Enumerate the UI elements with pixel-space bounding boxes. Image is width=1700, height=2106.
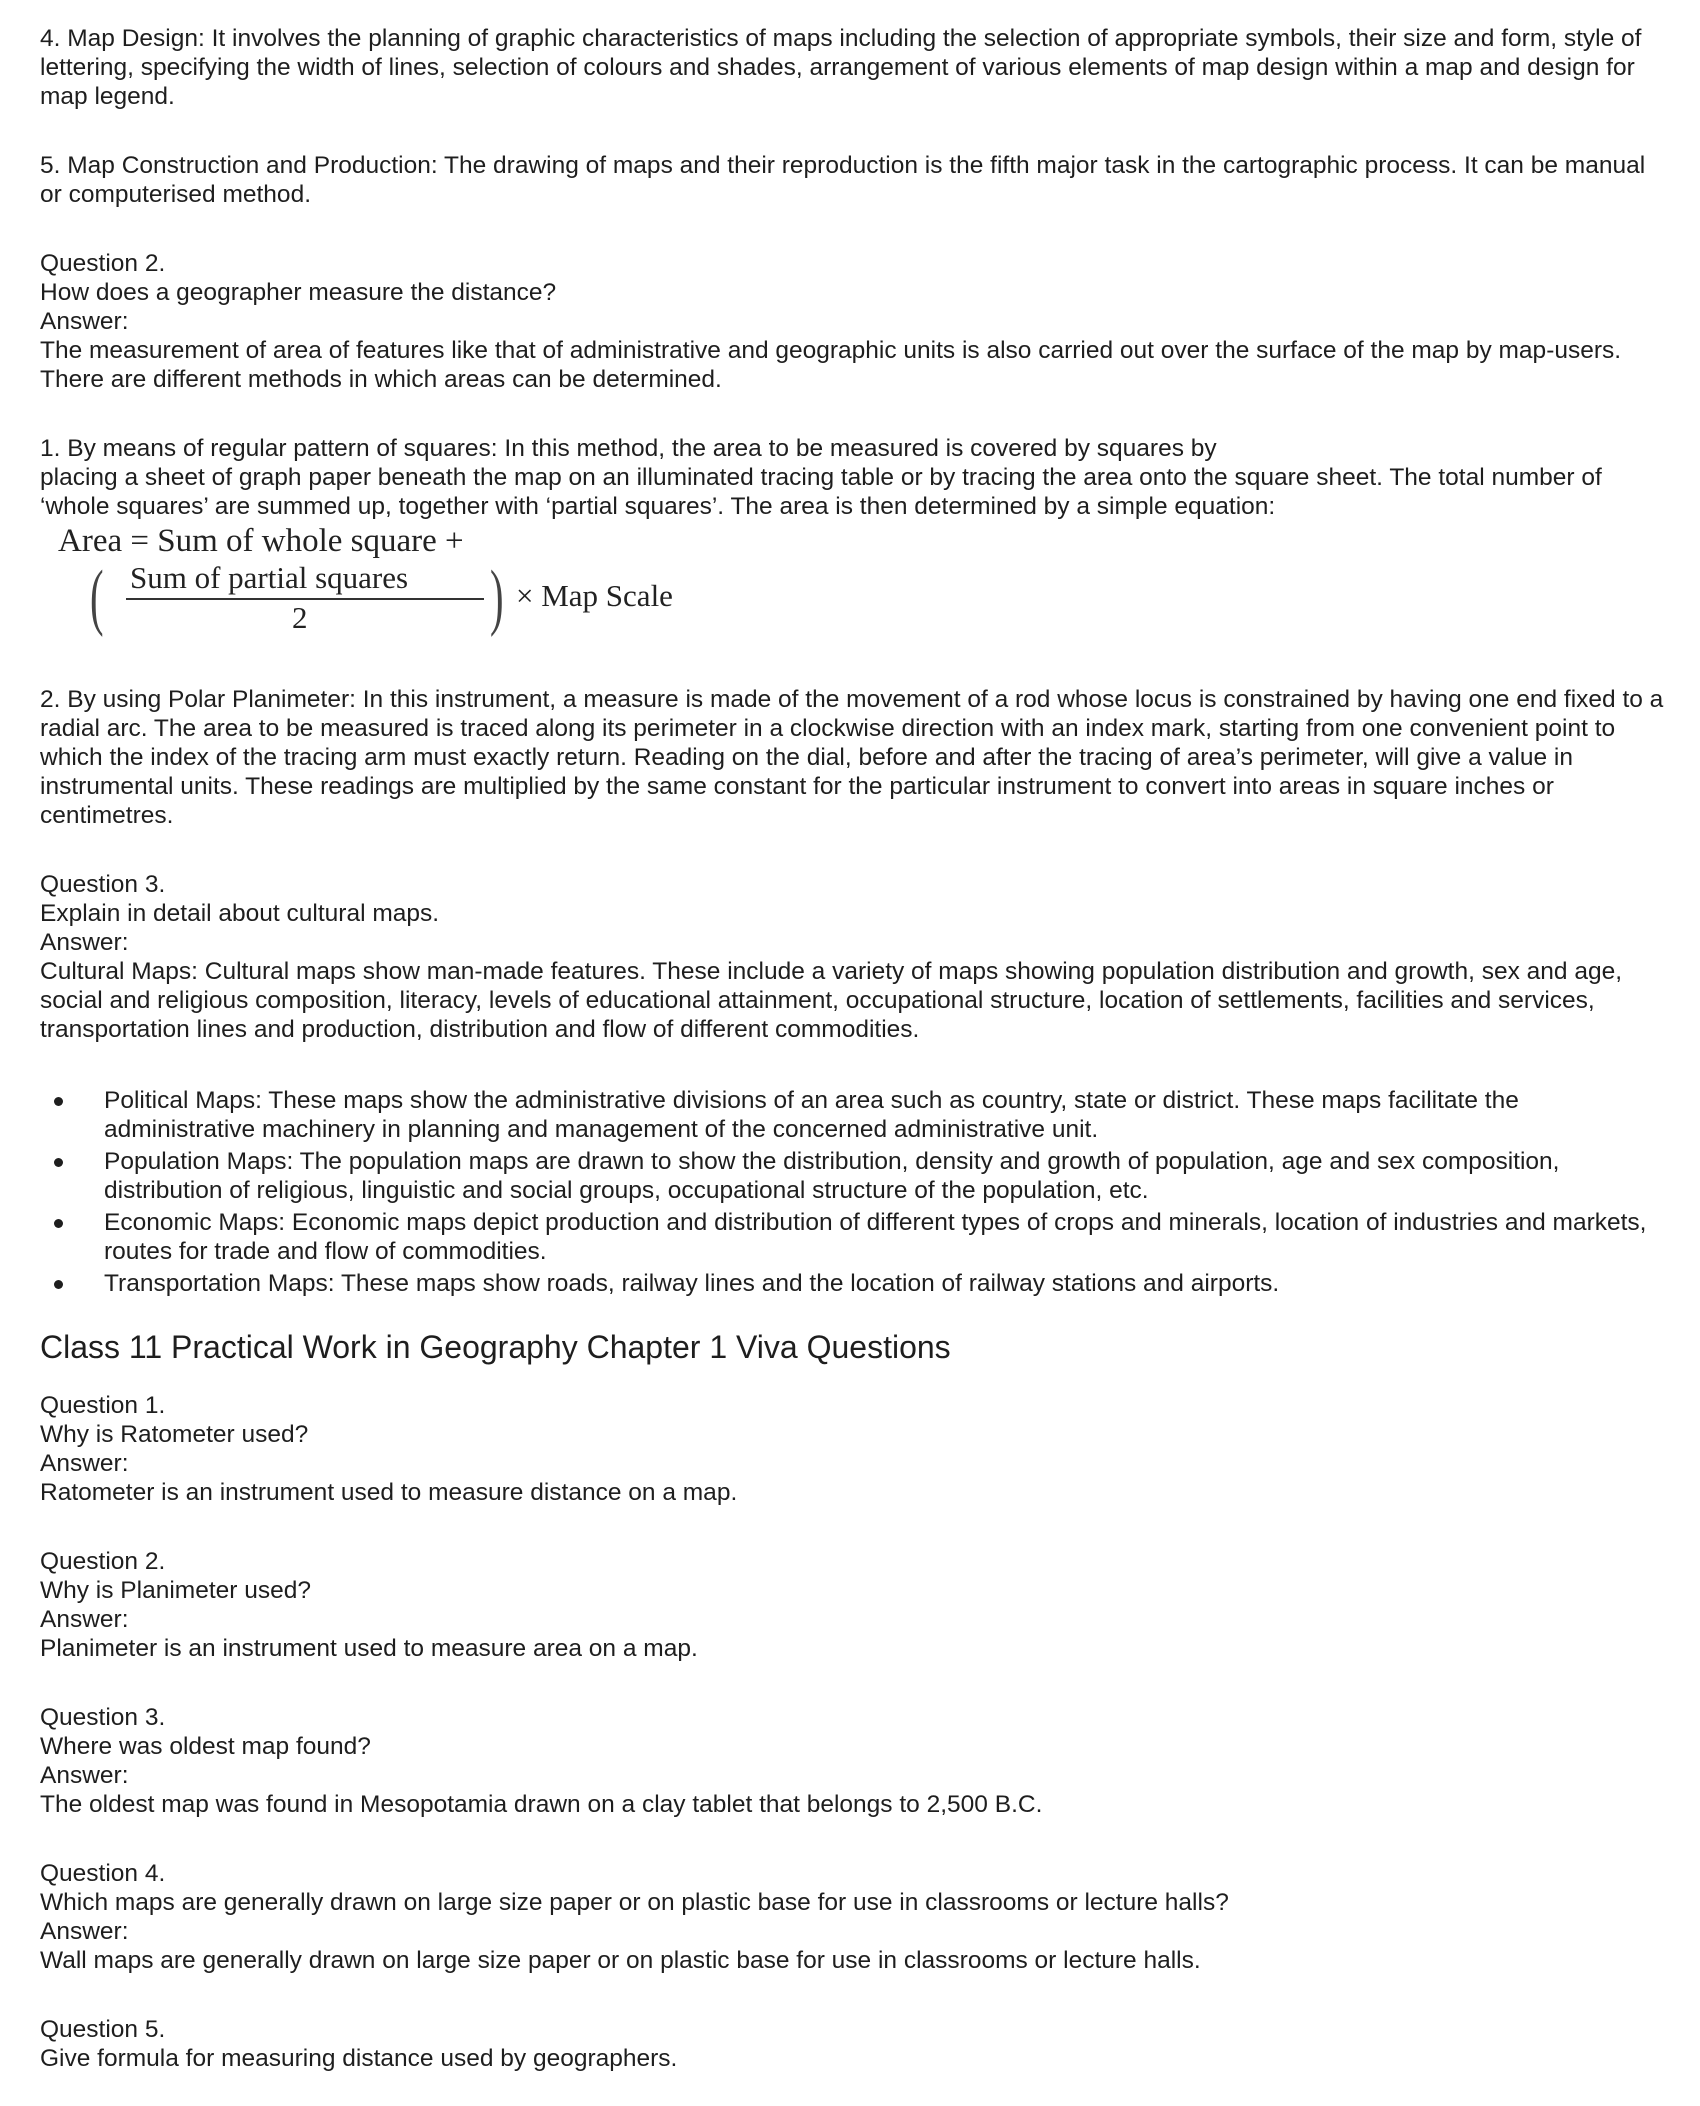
question-label: Question 2. <box>40 1548 166 1575</box>
question-text: Give formula for measuring distance used by geographers. <box>40 2045 678 2072</box>
list-item: Population Maps: The population maps are drawn to show the distribution, density and growth of population, age and sex composition, distribution of religious, linguistic and social groups, occupational structure of the population, etc. <box>40 1147 1670 1205</box>
question-label: Question 5. <box>40 2016 166 2043</box>
formula-open-paren: ( <box>90 556 104 638</box>
question-label: Question 3. <box>40 1704 166 1731</box>
question-2-section <box>40 249 1670 830</box>
viva-heading: Class 11 Practical Work in Geography Chapter 1 Viva Questions <box>40 1329 951 1365</box>
viva-question-1 <box>40 1391 1670 1507</box>
cultural-maps-list <box>40 1086 1670 1298</box>
question-label: Question 3. <box>40 871 166 898</box>
method-2-paragraph: 2. By using Polar Planimeter: In this instrument, a measure is made of the movement of a rod whose locus is constrained by having one end fixed to a radial arc. The area to be measured is traced along its perimeter in a clockwise direction with an index mark, starting from one convenient point to which the index of the tracing arm must exactly return. Reading on the dial, before and after the tracing of area’s perimeter, will give a value in instrumental units. These readings are multiplied by the same constant for the particular instrument to convert into areas in square inches or centimetres. <box>40 686 1664 829</box>
formula-denominator: 2 <box>292 600 308 635</box>
answer-text: Cultural Maps: Cultural maps show man-made features. These include a variety of maps showing population distribution and growth, sex and age, social and religious composition, literacy, levels of educational attainment, occupational structure, location of settlements, facilities and services, transportation lines and production, distribution and flow of different commodities. <box>40 958 1623 1043</box>
list-item: Political Maps: These maps show the administrative divisions of an area such as country, state or district. These maps facilitate the administrative machinery in planning and management of the concerned administrative unit. <box>40 1086 1670 1144</box>
answer-text: Planimeter is an instrument used to measure area on a map. <box>40 1635 698 1662</box>
map-design-paragraph: 4. Map Design: It involves the planning of graphic characteristics of maps including the selection of appropriate symbols, their size and form, style of lettering, specifying the width of lines, selection of colours and shades, arrangement of various elements of map design within a map and design for map legend. <box>40 25 1642 110</box>
list-item: Economic Maps: Economic maps depict production and distribution of different types of crops and minerals, location of industries and markets, routes for trade and flow of commodities. <box>40 1208 1670 1266</box>
answer-label: Answer: <box>40 929 129 956</box>
bullet-icon <box>54 1158 63 1167</box>
answer-label: Answer: <box>40 1762 129 1789</box>
viva-question-3 <box>40 1703 1670 1819</box>
answer-text: The measurement of area of features like that of administrative and geographic units is also carried out over the surface of the map by map-users. There are different methods in which areas can be determined. <box>40 337 1622 393</box>
viva-question-4 <box>40 1859 1670 1975</box>
answer-text: The oldest map was found in Mesopotamia drawn on a clay tablet that belongs to 2,500 B.C. <box>40 1791 1043 1818</box>
question-text: Why is Planimeter used? <box>40 1577 311 1604</box>
bullet-icon <box>54 1280 63 1289</box>
map-construction-paragraph: 5. Map Construction and Production: The drawing of maps and their reproduction is the fifth major task in the cartographic process. It can be manual or computerised method. <box>40 152 1646 208</box>
formula-times-map-scale: × Map Scale <box>516 578 673 613</box>
answer-label: Answer: <box>40 1450 129 1477</box>
formula-close-paren: ) <box>490 556 504 638</box>
viva-question-5 <box>40 2015 1670 2073</box>
question-text: Which maps are generally drawn on large size paper or on plastic base for use in classrooms or lecture halls? <box>40 1889 1229 1916</box>
answer-label: Answer: <box>40 1606 129 1633</box>
list-item: Transportation Maps: These maps show roads, railway lines and the location of railway stations and airports. <box>40 1269 1670 1298</box>
method-1-line-1: 1. By means of regular pattern of squares: In this method, the area to be measured is covered by squares by <box>40 435 1217 462</box>
answer-text: Ratometer is an instrument used to measure distance on a map. <box>40 1479 738 1506</box>
formula-line-1: Area = Sum of whole square + <box>58 523 464 559</box>
question-text: Where was oldest map found? <box>40 1733 371 1760</box>
question-text: Why is Ratometer used? <box>40 1421 309 1448</box>
question-label: Question 4. <box>40 1860 166 1887</box>
bullet-icon <box>54 1097 63 1106</box>
viva-question-2 <box>40 1547 1670 1663</box>
question-3-section <box>40 870 1670 1298</box>
question-text: Explain in detail about cultural maps. <box>40 900 440 927</box>
answer-label: Answer: <box>40 308 129 335</box>
question-text: How does a geographer measure the distance? <box>40 279 557 306</box>
formula-numerator: Sum of partial squares <box>130 560 409 595</box>
question-label: Question 2. <box>40 250 166 277</box>
answer-text: Wall maps are generally drawn on large size paper or on plastic base for use in classrooms or lecture halls. <box>40 1947 1201 1974</box>
method-1-line-2: placing a sheet of graph paper beneath the map on an illuminated tracing table or by tracing the area onto the square sheet. The total number of ‘whole squares’ are summed up, together with ‘partial squares’. The area is then determined by a simple equation: <box>40 464 1602 520</box>
document-content <box>40 24 1670 2073</box>
answer-label: Answer: <box>40 1918 129 1945</box>
bullet-icon <box>54 1219 63 1228</box>
area-formula <box>58 523 1670 641</box>
question-label: Question 1. <box>40 1392 166 1419</box>
